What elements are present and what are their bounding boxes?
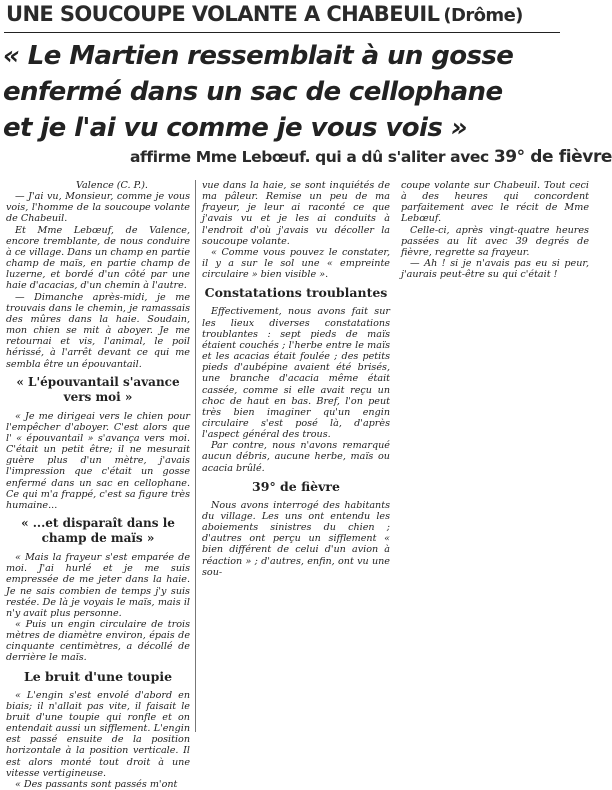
subheading-champ-de-mais: « ...et disparaît dans le champ de maïs » — [21, 516, 175, 546]
paragraph: — Ah ! si je n'avais pas eu si peur, j'aurais peut-être su qui c'était ! — [401, 258, 589, 281]
paragraph: Et Mme Lebœuf, de Valence, encore tremblante, de nous conduire à ce village. Dans un champ en partie champ de maïs, en partie champ de luzerne, et bordé d'un côté par une haie d'acacias, d'un chemin à l'autre. — [6, 224, 190, 292]
column-divider — [195, 180, 196, 732]
article-column-3 — [401, 180, 589, 280]
paragraph: « Je me dirigeai vers le chien pour l'empêcher d'aboyer. C'est alors que l' « épouvantail » s'avança vers moi. C'était un petit être; il ne mesurait guère plus d'un mètre, j'avais l'impression que c'était un gosse enfermé dans un sac en cellophane. Ce qui m'a frappé, c'est sa figure très humaine... — [6, 410, 190, 511]
paragraph: « L'engin s'est envolé d'abord en biais; il n'allait pas vite, il faisait le bruit d'une toupie qui ronfle et on entendait aussi un sifflement. L'engin est passé ensuite de la position horizontale à la position verticale. Il est alors monté tout droit à une vitesse vertigineuse. — [6, 689, 190, 779]
paragraph: Nous avons interrogé des habitants du village. Les uns ont entendu les aboiements sinistres du chien ; d'autres ont perçu un sifflement « bien différent de celui d'un avion à réaction » ; d'autres, enfin, ont vu une sou- — [202, 499, 390, 578]
paragraph: vue dans la haie, se sont inquiétés de ma pâleur. Remise un peu de ma frayeur, je leur ai raconté ce que j'avais vu et je les ai conduits à l'endroit d'où j'avais vu décoller la soucoupe volante. — [202, 180, 390, 247]
kicker-banner — [4, 2, 560, 33]
paragraph: Par contre, nous n'avons remarqué aucun débris, aucune herbe, maïs ou acacia brûlé. — [202, 440, 390, 474]
paragraph: « Des passants sont passés m'ont — [15, 778, 178, 790]
paragraph: — Dimanche après-midi, je me trouvais dans le chemin, je ramassais des mûres dans la haie. Soudain, mon chien se mit à aboyer. Je me retournai et vis, l'animal, le poil hérissé, à l'arrêt devant ce qui me sembla être un épouvantail. — [6, 291, 190, 370]
subheading-fievre: 39° de fièvre — [252, 478, 340, 494]
paragraph: « Puis un engin circulaire de trois mètres de diamètre environ, épais de cinquante centimètres, a décollé de derrière le maïs. — [6, 619, 190, 664]
headline — [3, 38, 599, 146]
paragraph: — J'ai vu, Monsieur, comme je vous vois, l'homme de la soucoupe volante de Chabeuil. — [6, 191, 190, 225]
byline-fever: 39° de fièvre — [493, 147, 612, 167]
paragraph: Celle-ci, après vingt-quatre heures passées au lit avec 39 degrés de fièvre, regrette sa frayeur. — [401, 224, 589, 258]
article-column-2 — [202, 180, 390, 578]
article-column-1 — [6, 180, 190, 790]
paragraph: « Comme vous pouvez le constater, il y a sur le sol une « empreinte circulaire » bien visible ». — [202, 246, 390, 281]
kicker-title-text: UNE SOUCOUPE VOLANTE A CHABEUIL — [6, 2, 440, 26]
headline-line-2: enfermé dans un sac de cellophane — [3, 77, 503, 107]
subheading-bruit-toupie: Le bruit d'une toupie — [23, 668, 173, 684]
subheading-epouvantail: « L'épouvantail s'avance vers moi » — [16, 374, 180, 404]
kicker-title — [6, 2, 523, 26]
kicker-region: (Drôme) — [443, 5, 523, 26]
paragraph: coupe volante sur Chabeuil. Tout ceci à des heures qui concordent parfaitement avec le récit de Mme Lebœuf. — [401, 180, 589, 225]
dateline: Valence (C. P.). — [76, 180, 148, 191]
byline-text: affirme Mme Lebœuf. qui a dû s'aliter avec — [130, 148, 489, 166]
headline-line-3: et je l'ai vu comme je vous vois » — [3, 113, 467, 143]
paragraph: Effectivement, nous avons fait sur les lieux diverses constatations troublantes : sept pieds de maïs étaient couchés ; l'herbe entre le maïs et les acacias était foulée ; des petits pieds d'aubépine avaient été brisés, une branche d'acacia même était cassée, comme si elle avait reçu un choc de haut en bas. Bref, l'on peut très bien imaginer qu'un engin circulaire s'est posé là, d'après l'aspect général des trous. — [202, 306, 390, 441]
subheading-constatations: Constatations troublantes — [204, 285, 388, 301]
headline-line-1: « Le Martien ressemblait à un gosse — [3, 41, 514, 71]
byline — [130, 147, 612, 167]
paragraph: « Mais la frayeur s'est emparée de moi. J'ai hurlé et je me suis empressée de me jeter dans la haie. Je ne sais combien de temps j'y suis restée. De là je voyais le maïs, mais il n'y avait plus personne. — [6, 552, 190, 619]
